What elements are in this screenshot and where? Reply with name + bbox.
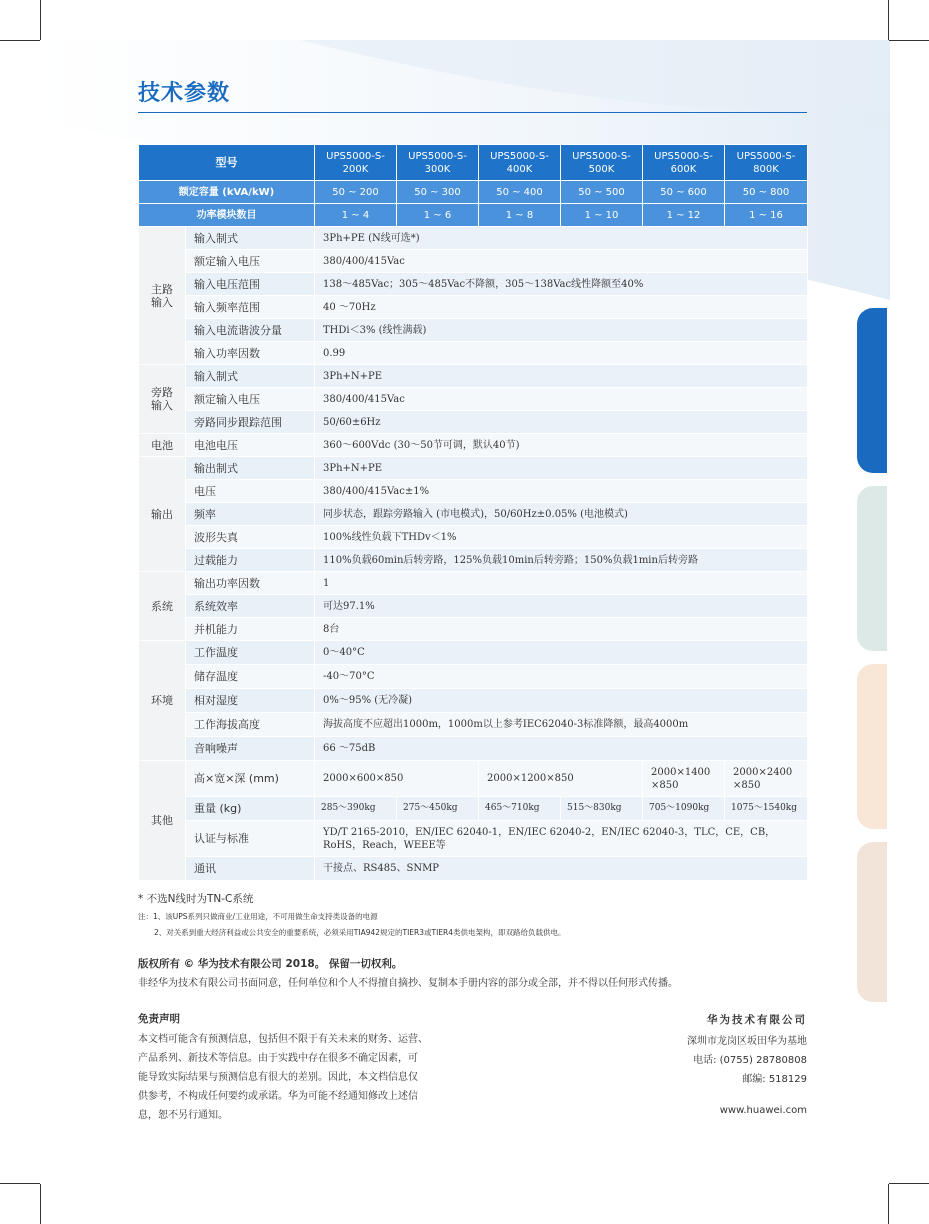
param-label: 高×宽×深 (mm) (186, 761, 315, 797)
capacity-value: 50 ~ 200 (315, 181, 397, 204)
dims-value: 2000×1400 ×850 (643, 761, 725, 797)
modules-value: 1 ~ 8 (479, 204, 561, 227)
modules-value: 1 ~ 10 (561, 204, 643, 227)
page-title: 技术参数 (138, 81, 231, 106)
table-row (139, 689, 808, 713)
table-row (139, 713, 808, 737)
model-cell: UPS5000-S-200K (315, 145, 397, 181)
param-label: 相对湿度 (186, 689, 315, 713)
table-row (139, 296, 808, 319)
capacity-row (139, 181, 808, 204)
table-row (139, 857, 808, 881)
table-header-row (139, 145, 808, 181)
capacity-value: 50 ~ 300 (397, 181, 479, 204)
disclaimer-body (138, 1030, 458, 1125)
table-row (139, 618, 808, 641)
param-value: 380/400/415Vac±1% (315, 480, 808, 503)
param-value: THDi＜3% (线性满载) (315, 319, 808, 342)
table-row (139, 641, 808, 665)
param-label: 过载能力 (186, 549, 315, 572)
crop-mark (40, 0, 41, 40)
param-value: 1 (315, 572, 808, 595)
param-label: 频率 (186, 503, 315, 526)
company-website[interactable]: www.huawei.com (719, 1105, 807, 1116)
copyright-text: 非经华为技术有限公司书面同意，任何单位和个人不得擅自摘抄、复制本手册内容的部分或全部，并不得以任何形式传播。 (138, 978, 678, 989)
capacity-label: 额定容量 (kVA/kW) (139, 181, 315, 204)
disclaimer-line: 能导致实际结果与预测信息有很大的差别。因此，本文档信息仅 (138, 1072, 418, 1083)
crop-mark (0, 1183, 40, 1184)
note-2: 2、对关系到重大经济利益或公共安全的重要系统，必须采用TIA942规定的TIER3或TIER4类供电架构，即双路给负载供电。 (154, 928, 566, 937)
crop-mark (889, 40, 929, 41)
crop-mark (888, 1184, 889, 1224)
capacity-value: 50 ~ 400 (479, 181, 561, 204)
category-system: 系统 (139, 572, 186, 641)
weight-value: 285～390kg (315, 797, 397, 821)
param-label: 系统效率 (186, 595, 315, 618)
weight-value: 515～830kg (561, 797, 643, 821)
capacity-value: 50 ~ 800 (725, 181, 808, 204)
category-other: 其他 (139, 761, 186, 881)
crop-mark (40, 1184, 41, 1224)
weight-value: 275～450kg (397, 797, 479, 821)
disclaimer-line: 产品系列、新技术等信息。由于实践中存在很多不确定因素，可 (138, 1053, 418, 1064)
table-row (139, 250, 808, 273)
modules-label: 功率模块数目 (139, 204, 315, 227)
param-label: 电池电压 (186, 434, 315, 457)
param-value: 360～600Vdc (30～50节可调，默认40节) (315, 434, 808, 457)
disclaimer-line: 本文档可能含有预测信息，包括但不限于有关未来的财务、运营、 (138, 1034, 428, 1045)
param-label: 储存温度 (186, 665, 315, 689)
param-label: 输出制式 (186, 457, 315, 480)
param-label: 输入功率因数 (186, 342, 315, 365)
table-footnote: * 不选N线时为TN-C系统 (138, 893, 254, 905)
param-value: 0%～95% (无冷凝) (315, 689, 808, 713)
param-label: 输入电压范围 (186, 273, 315, 296)
side-tab (857, 842, 887, 1002)
title-divider (138, 112, 807, 113)
param-label: 输入频率范围 (186, 296, 315, 319)
table-row (139, 434, 808, 457)
weight-value: 705～1090kg (643, 797, 725, 821)
param-label: 波形失真 (186, 526, 315, 549)
crop-mark (0, 40, 40, 41)
param-value: 110%负载60min后转旁路，125%负载10min后转旁路；150%负载1min后转旁路 (315, 549, 808, 572)
crop-mark (888, 0, 889, 40)
modules-value: 1 ~ 16 (725, 204, 808, 227)
param-value: 100%线性负载下THDv＜1% (315, 526, 808, 549)
side-tab-active (857, 308, 887, 473)
company-block (687, 1011, 807, 1120)
param-label: 输入制式 (186, 365, 315, 388)
param-value: 3Ph+N+PE (315, 365, 808, 388)
table-row (139, 549, 808, 572)
param-label: 工作海拔高度 (186, 713, 315, 737)
note-1: 注：1、该UPS系列只做商业/工业用途，不可用做生命支持类设备的电源 (138, 912, 378, 921)
param-value: 40 ～70Hz (315, 296, 808, 319)
category-output: 输出 (139, 457, 186, 572)
param-value: 海拔高度不应超出1000m，1000m以上参考IEC62040-3标准降额，最高4000m (315, 713, 808, 737)
spec-table (138, 144, 808, 881)
category-battery: 电池 (139, 434, 186, 457)
table-row (139, 572, 808, 595)
param-value: 可达97.1% (315, 595, 808, 618)
company-address: 深圳市龙岗区坂田华为基地 (687, 1036, 807, 1047)
param-value: 0.99 (315, 342, 808, 365)
company-postcode: 邮编: 518129 (742, 1074, 807, 1085)
company-name: 华为技术有限公司 (707, 1014, 807, 1026)
table-row (139, 761, 808, 797)
modules-value: 1 ~ 12 (643, 204, 725, 227)
side-tab (857, 486, 887, 651)
model-cell: UPS5000-S-300K (397, 145, 479, 181)
table-row (139, 457, 808, 480)
param-label: 额定输入电压 (186, 250, 315, 273)
param-value: 0～40°C (315, 641, 808, 665)
dims-value: 2000×2400 ×850 (725, 761, 808, 797)
model-cell: UPS5000-S-600K (643, 145, 725, 181)
table-row (139, 319, 808, 342)
table-row (139, 526, 808, 549)
param-label: 工作温度 (186, 641, 315, 665)
param-label: 输入电流谐波分量 (186, 319, 315, 342)
param-value: 380/400/415Vac (315, 388, 808, 411)
table-row (139, 503, 808, 526)
model-cell: UPS5000-S-400K (479, 145, 561, 181)
category-main-input: 主路 输入 (139, 227, 186, 365)
model-label: 型号 (139, 145, 315, 181)
modules-row (139, 204, 808, 227)
model-cell: UPS5000-S-800K (725, 145, 808, 181)
param-value: 380/400/415Vac (315, 250, 808, 273)
dims-value: 2000×1200×850 (479, 761, 643, 797)
table-row (139, 821, 808, 857)
param-value: 138～485Vac；305～485Vac不降额，305～138Vac线性降额至40% (315, 273, 808, 296)
disclaimer-line: 供参考，不构成任何要约或承诺。华为可能不经通知修改上述信 (138, 1091, 418, 1102)
table-row (139, 342, 808, 365)
table-row (139, 227, 808, 250)
table-row (139, 388, 808, 411)
param-value: 同步状态，跟踪旁路输入 (市电模式)，50/60Hz±0.05% (电池模式) (315, 503, 808, 526)
param-value: 50/60±6Hz (315, 411, 808, 434)
param-label: 额定输入电压 (186, 388, 315, 411)
weight-value: 1075～1540kg (725, 797, 808, 821)
table-row (139, 480, 808, 503)
table-row (139, 273, 808, 296)
weight-value: 465～710kg (479, 797, 561, 821)
table-row (139, 737, 808, 761)
param-label: 重量 (kg) (186, 797, 315, 821)
param-label: 电压 (186, 480, 315, 503)
side-tab (857, 664, 887, 829)
table-row (139, 595, 808, 618)
param-value: YD/T 2165-2010，EN/IEC 62040-1，EN/IEC 62040-2，EN/IEC 62040-3，TLC，CE，CB，RoHS，Reach，WEEE等 (315, 821, 808, 857)
param-label: 通讯 (186, 857, 315, 881)
company-phone: 电话: (0755) 28780808 (693, 1055, 807, 1066)
modules-value: 1 ~ 6 (397, 204, 479, 227)
table-row (139, 797, 808, 821)
side-tab (857, 130, 887, 295)
category-bypass-input: 旁路 输入 (139, 365, 186, 434)
param-label: 音响噪声 (186, 737, 315, 761)
table-row (139, 665, 808, 689)
disclaimer-heading: 免责声明 (138, 1013, 180, 1025)
param-value: -40～70°C (315, 665, 808, 689)
dims-value: 2000×600×850 (315, 761, 479, 797)
param-label: 并机能力 (186, 618, 315, 641)
disclaimer-line: 息，恕不另行通知。 (138, 1110, 228, 1121)
table-row (139, 411, 808, 434)
param-label: 旁路同步跟踪范围 (186, 411, 315, 434)
param-label: 输出功率因数 (186, 572, 315, 595)
capacity-value: 50 ~ 500 (561, 181, 643, 204)
crop-mark (889, 1183, 929, 1184)
param-label: 输入制式 (186, 227, 315, 250)
param-label: 认证与标准 (186, 821, 315, 857)
table-row (139, 365, 808, 388)
copyright-heading: 版权所有 © 华为技术有限公司 2018。 保留一切权利。 (138, 958, 403, 970)
category-environment: 环境 (139, 641, 186, 761)
param-value: 干接点、RS485、SNMP (315, 857, 808, 881)
param-value: 3Ph+PE (N线可选*) (315, 227, 808, 250)
capacity-value: 50 ~ 600 (643, 181, 725, 204)
param-value: 8台 (315, 618, 808, 641)
param-value: 3Ph+N+PE (315, 457, 808, 480)
model-cell: UPS5000-S-500K (561, 145, 643, 181)
param-value: 66 ～75dB (315, 737, 808, 761)
modules-value: 1 ~ 4 (315, 204, 397, 227)
